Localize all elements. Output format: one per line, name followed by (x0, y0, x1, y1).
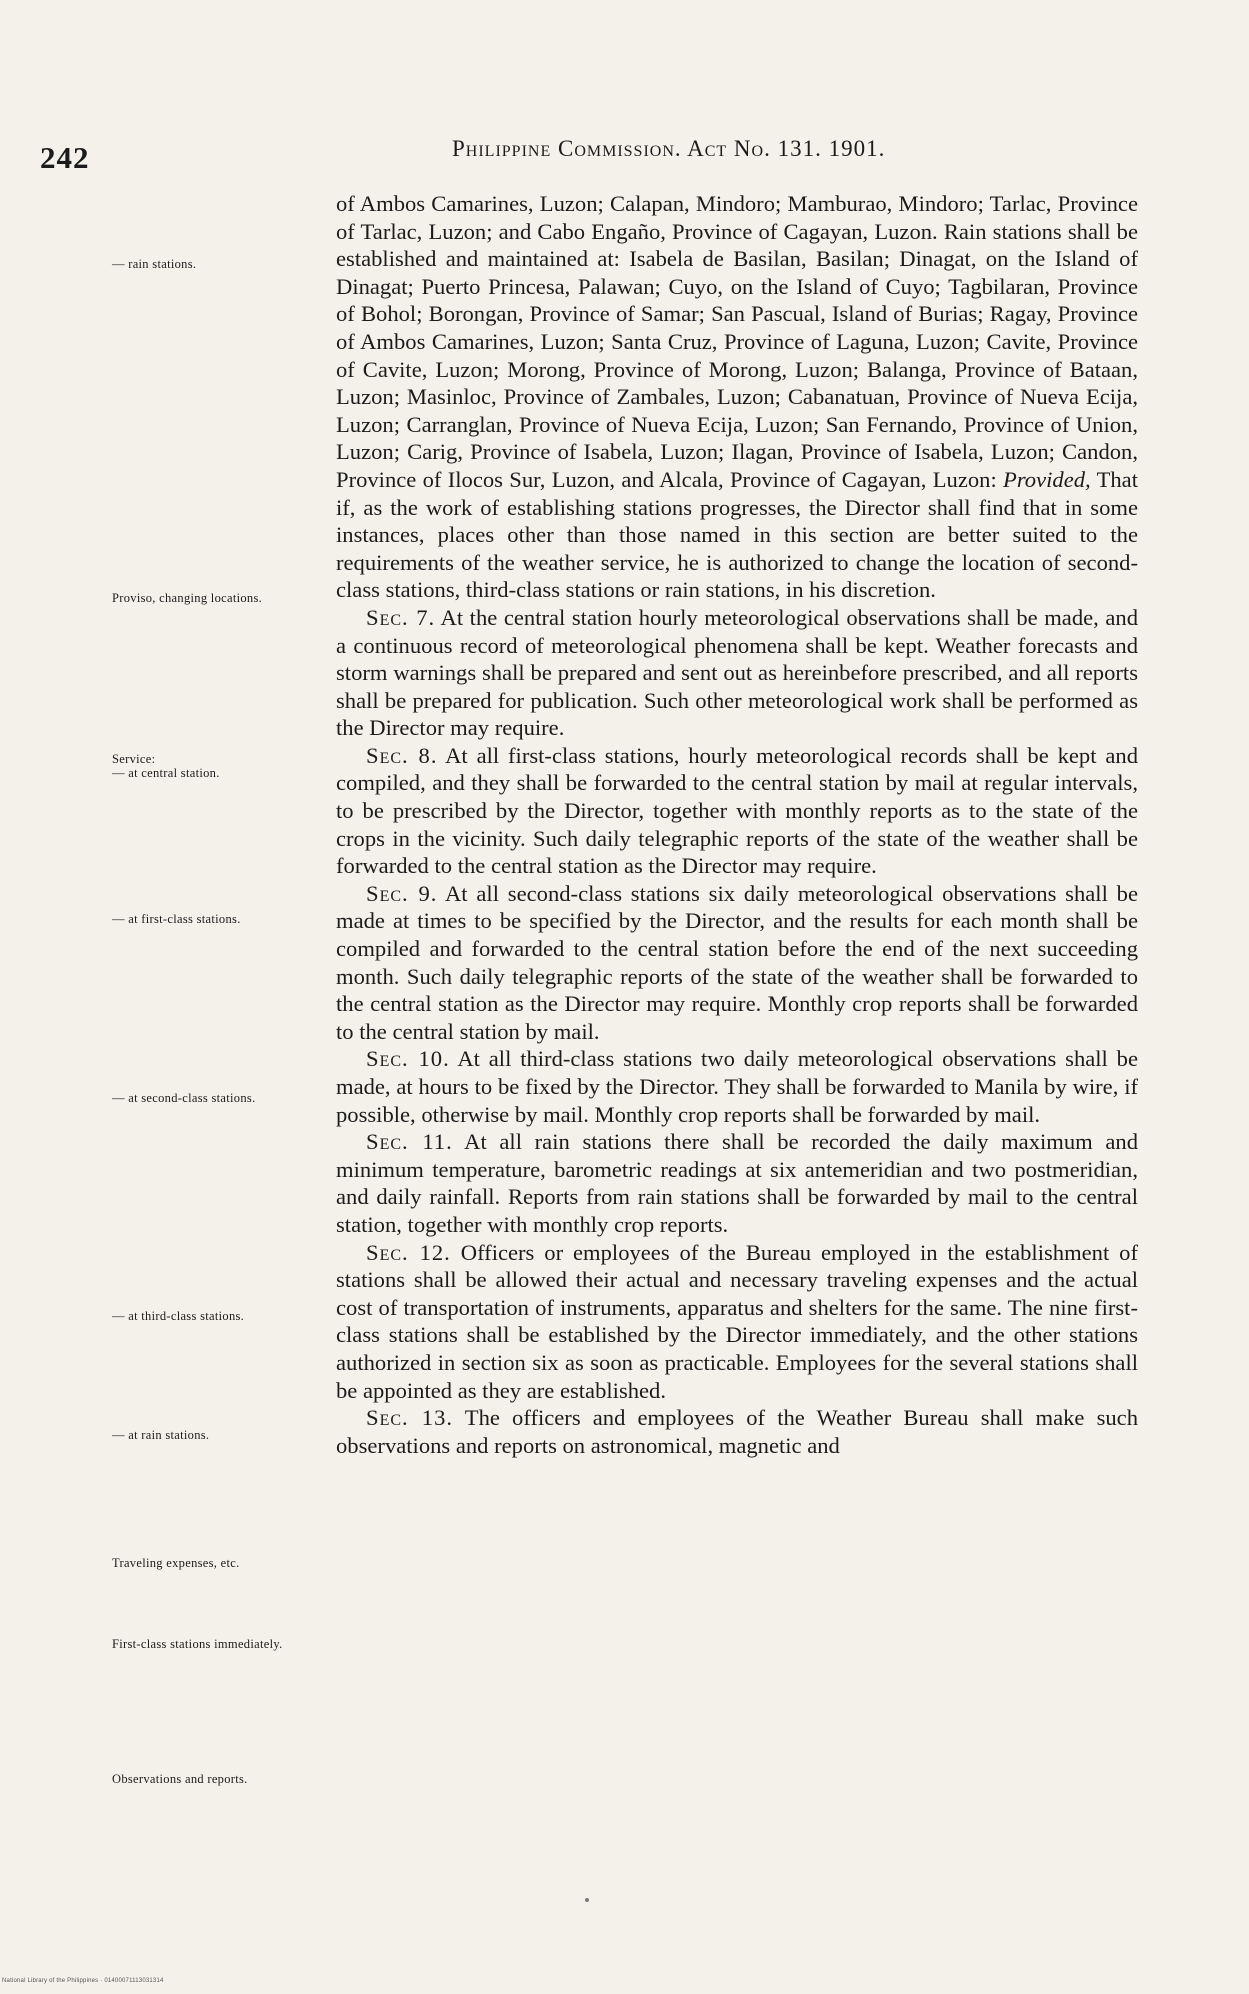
margin-note-service (112, 752, 334, 780)
margin-note-first-class-immediately (112, 1637, 334, 1651)
section-text: At all third-class stations two daily meteorological observations shall be made, at hours to be fixed by the Director. They shall be forwarded to Manila by wire, if possible, otherwise by mail. Monthly crop reports shall be forwarded by mail. (336, 1046, 1138, 1127)
section-8 (336, 742, 1138, 880)
margin-note-text: Proviso, changing locations. (112, 591, 263, 605)
margin-note-rain-stations (112, 257, 334, 271)
margin-note-text: Traveling expenses, etc. (112, 1556, 240, 1570)
margin-note-text: — at first-class stations. (112, 912, 241, 926)
margin-note-text: Observations and reports. (112, 1772, 248, 1786)
section-text: At the central station hourly meteorological observations shall be made, and a continuous record of meteorological phenomena shall be kept. Weather forecasts and storm warnings shall be prepared and sent out as hereinbefore prescribed, and all reports shall be prepared for publication. Such other meteorological work shall be performed as the Director may require. (336, 604, 1138, 741)
section-text: At all second-class stations six daily meteorological observations shall be made at times to be specified by the Director, and the results for each month shall be compiled and forwarded to the central station before the end of the next succeeding month. Such daily telegraphic reports of the state of the weather shall be forwarded to the central station as the Director may require. Monthly crop reports shall be forwarded to the central station by mail. (336, 880, 1138, 1044)
section-heading: Sec. 9. (366, 880, 438, 906)
section-heading: Sec. 11. (366, 1129, 453, 1155)
section-text: At all first-class stations, hourly meteorological records shall be kept and compiled, and they shall be forwarded to the central station by mail at regular intervals, to be prescribed by the Director, together with monthly reports as to the state of the crops in the vicinity. Such daily telegraphic reports of the state of the weather shall be forwarded to the central station as the Director may require. (336, 742, 1138, 879)
section-heading: Sec. 12. (366, 1239, 451, 1265)
section-heading: Sec. 8. (366, 742, 438, 768)
section-13 (336, 1404, 1138, 1459)
section-heading: Sec. 13. (366, 1405, 454, 1431)
paragraph-text: That if, as the work of establishing stations progresses, the Director shall find that in some instances, places other than those named in this section are better suited to the requirements of the weather service, he is authorized to change the location of second-class stations, third-class stations or rain stations, in his discretion. (336, 466, 1138, 603)
margin-note-proviso (112, 591, 334, 605)
margin-note-text: First-class stations immediately. (112, 1637, 283, 1651)
running-head: Philippine Commission. Act No. 131. 1901. (452, 136, 886, 161)
margin-note-traveling-expenses (112, 1556, 334, 1570)
section-text: Officers or employees of the Bureau employed in the establishment of stations shall be allowed their actual and necessary traveling expenses and the actual cost of transportation of instruments, apparatus and shelters for the same. The nine first-class stations shall be established by the Director immediately, and the other stations authorized in section six as soon as practicable. Employees for the several stations shall be appointed as they are established. (336, 1239, 1138, 1403)
page-number: 242 (40, 140, 90, 175)
section-12 (336, 1239, 1138, 1405)
scan-credit: National Library of the Philippines · 01400071113031314 (2, 1978, 164, 1984)
margin-note-text: — at central station. (112, 766, 220, 780)
margin-note-text: Service: (112, 752, 156, 766)
margin-note-text: — rain stations. (112, 257, 197, 271)
margin-note-first-class (112, 912, 334, 926)
stray-ink-mark (585, 1898, 589, 1902)
section-heading: Sec. 10. (366, 1046, 450, 1072)
section-text: The officers and employees of the Weather Bureau shall make such observations and reports on astronomical, magnetic and (336, 1405, 1138, 1458)
margin-note-text: — at rain stations. (112, 1428, 210, 1442)
section-9 (336, 880, 1138, 1046)
section-heading: Sec. 7. (366, 604, 436, 630)
section-text: At all rain stations there shall be recorded the daily maximum and minimum temperature, barometric readings at six antemeridian and two postmeridian, and daily rainfall. Reports from rain stations shall be forwarded by mail to the central station, together with monthly crop reports. (336, 1129, 1138, 1237)
margin-note-second-class (112, 1091, 334, 1105)
margin-note-observations (112, 1772, 334, 1786)
margin-note-rain-stations-service (112, 1428, 334, 1442)
section-7 (336, 604, 1138, 742)
margin-note-text: — at third-class stations. (112, 1309, 245, 1323)
paragraph-continued (336, 190, 1138, 604)
section-11 (336, 1128, 1138, 1238)
body-text (336, 190, 1138, 1459)
margin-note-third-class (112, 1309, 334, 1323)
paragraph-text: of Ambos Camarines, Luzon; Calapan, Mindoro; Mamburao, Mindoro; Tarlac, Province of Tarlac, Luzon; and Cabo Engaño, Province of Cagayan, Luzon. Rain stations shall be established and maintained at: Isabela de Basilan, Basilan; Dinagat, on the Island of Dinagat; Puerto Princesa, Palawan; Cuyo, on the Island of Cuyo; Tagbilaran, Province of Bohol; Borongan, Province of Samar; San Pascual, Island of Burias; Ragay, Province of Ambos Camarines, Luzon; Santa Cruz, Province of Laguna, Luzon; Cavite, Province of Cavite, Luzon; Morong, Province of Morong, Luzon; Balanga, Province of Bataan, Luzon; Masinloc, Province of Zambales, Luzon; Cabanatuan, Province of Nueva Ecija, Luzon; Carranglan, Province of Nueva Ecija, Luzon; San Fernando, Province of Union, Luzon; Carig, Province of Isabela, Luzon; Ilagan, Province of Isabela, Luzon; Candon, Province of Ilocos Sur, Luzon, and Alcala, Province of Cagayan, Luzon: (336, 191, 1138, 492)
margin-note-text: — at second-class stations. (112, 1091, 256, 1105)
proviso-word: Provided, (1003, 466, 1091, 492)
section-10 (336, 1045, 1138, 1128)
